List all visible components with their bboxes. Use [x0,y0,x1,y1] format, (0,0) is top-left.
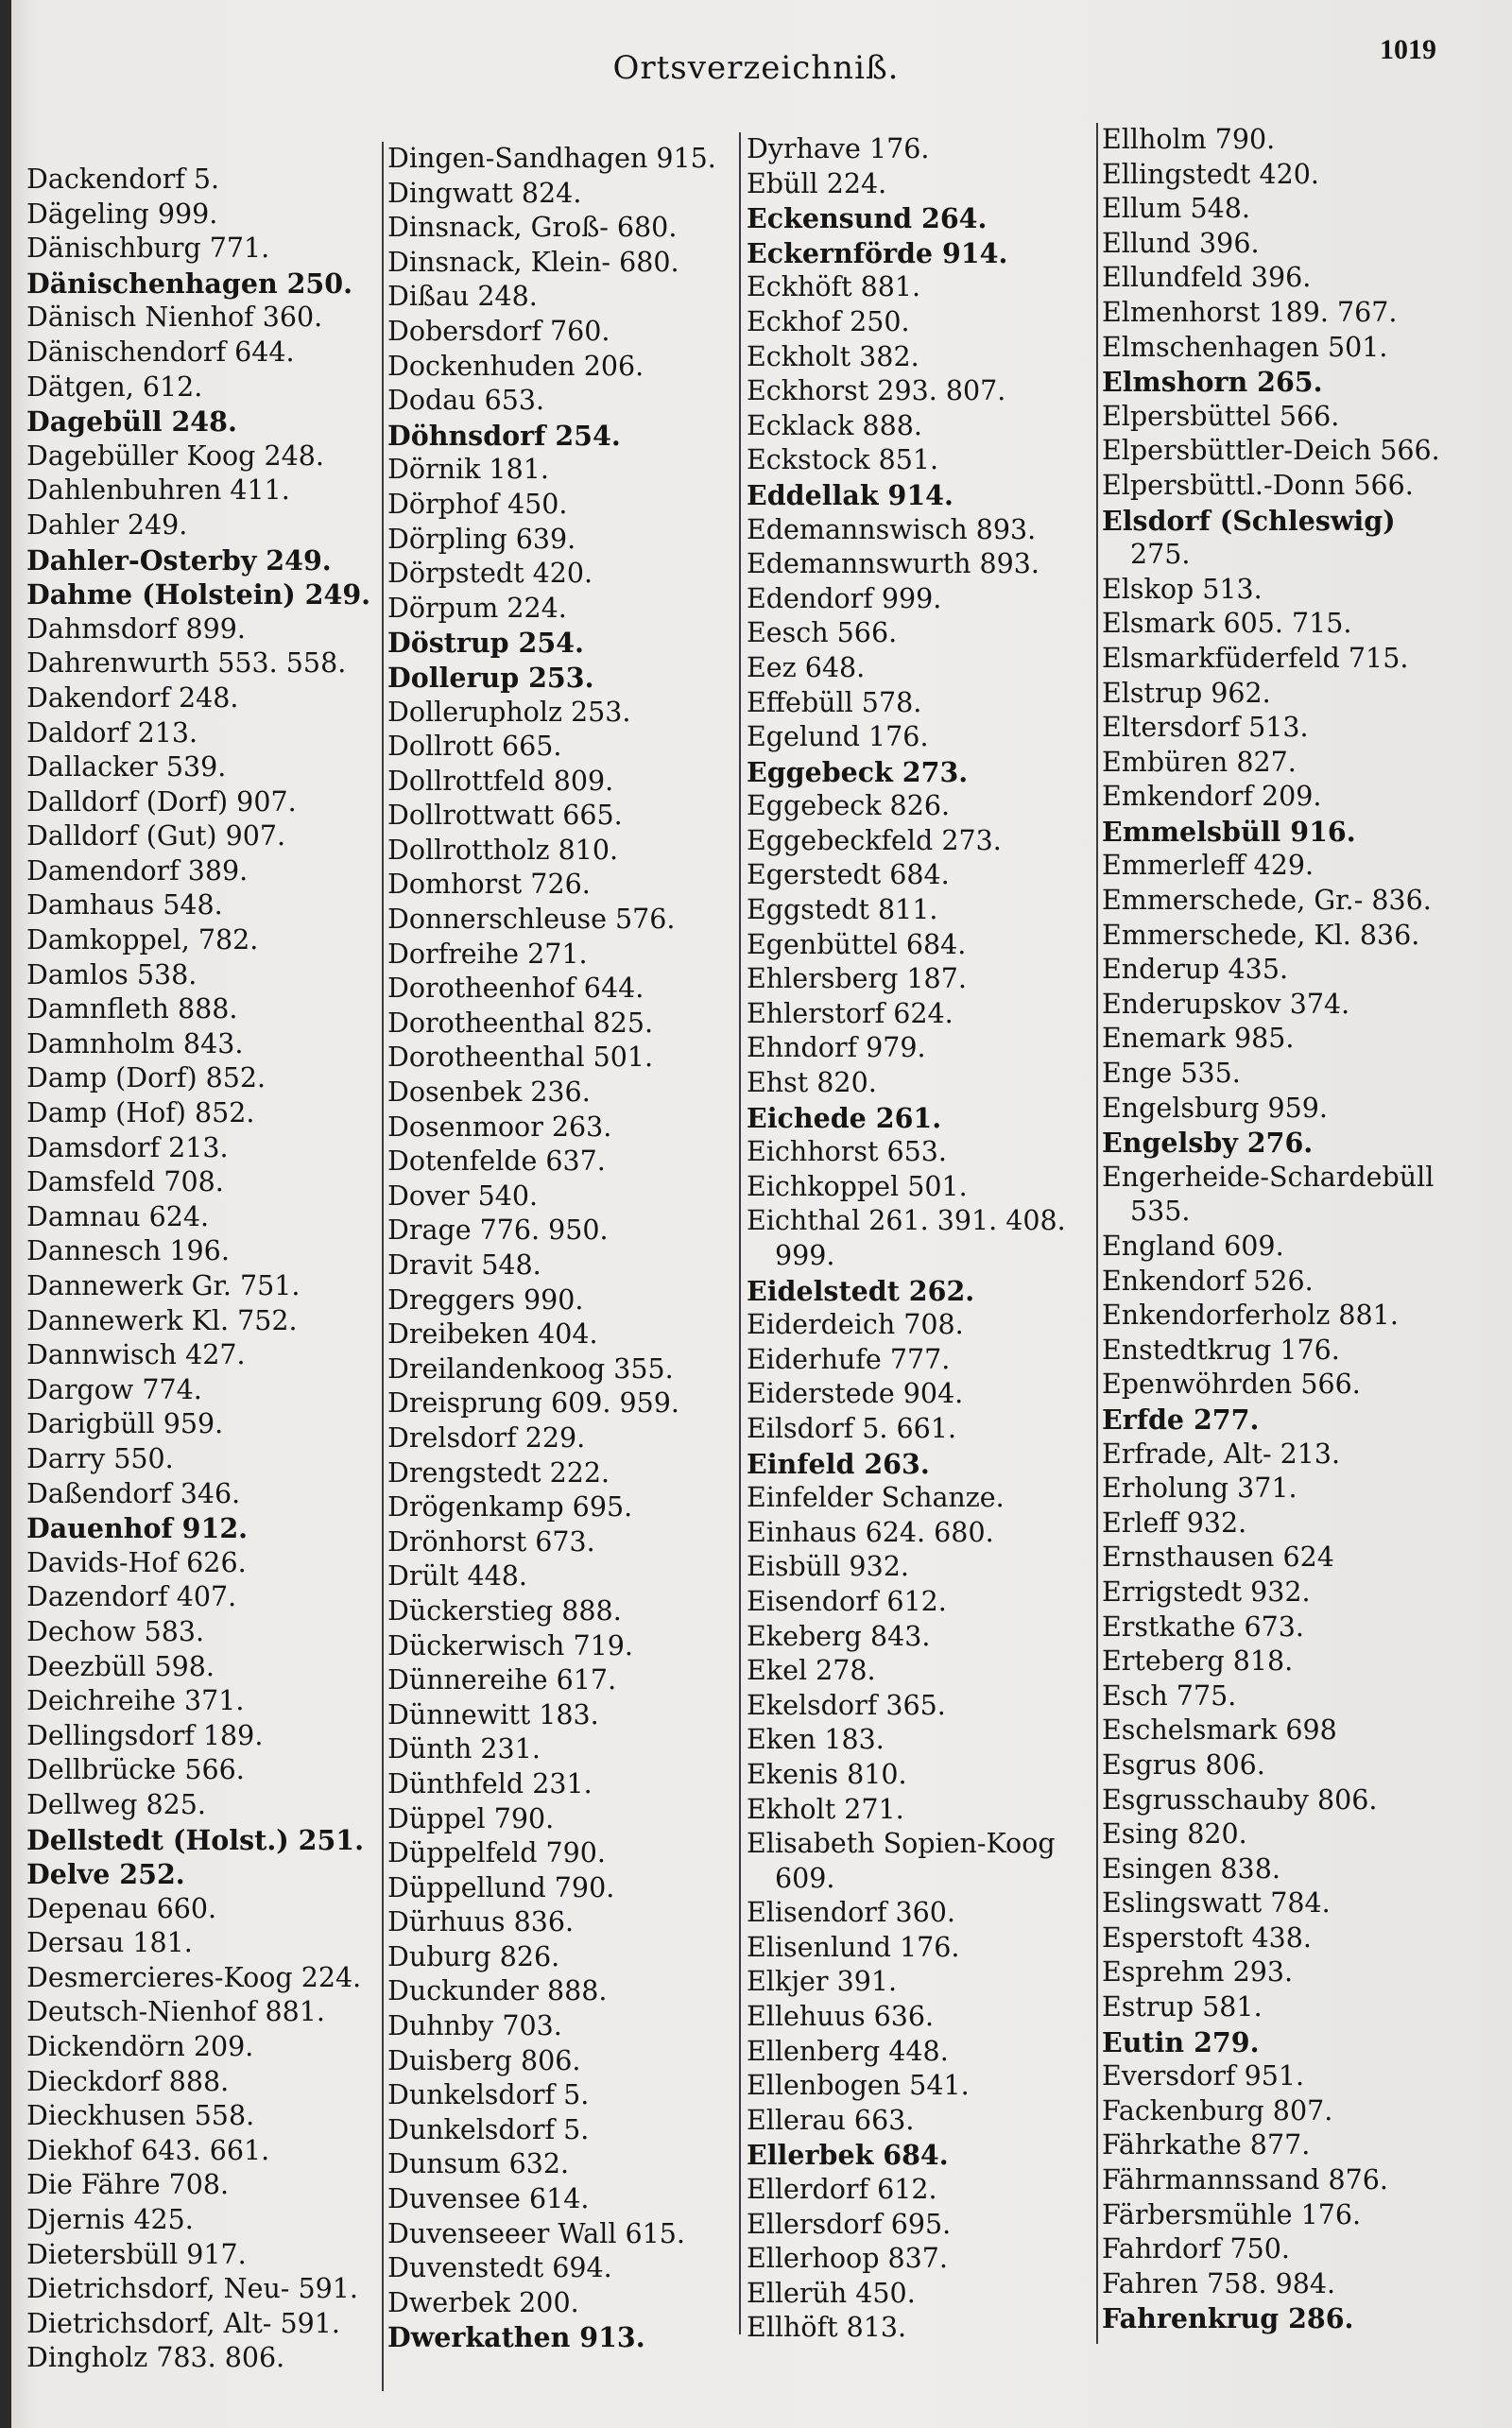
index-entry: Ecklack 888. [747,409,922,441]
index-entry: Dörphof 450. [387,488,568,520]
index-entry: Eken 183. [747,1724,885,1756]
index-entry: Elpersbüttel 566. [1102,400,1340,432]
index-entry: Dagebüll 248. [26,405,237,439]
index-entry: Dürhuus 836. [387,1906,575,1938]
index-entry: Dreggers 990. [387,1283,584,1316]
index-entry: Damsdorf 213. [26,1131,229,1163]
index-entry: Eggebeckfeld 273. [747,824,1002,856]
index-entry: Drelsdorf 229. [387,1421,586,1454]
index-entry: Esch 775. [1102,1679,1237,1712]
index-entry: Duburg 826. [387,1940,560,1972]
index-entry: Eidelstedt 262. [747,1274,975,1307]
index-entry: 275. [1130,539,1191,571]
index-entry: Elstrup 962. [1102,677,1271,709]
index-entry: Düppellund 790. [387,1871,615,1903]
index-entry: Dreibeken 404. [387,1318,598,1351]
index-entry: Eckhorst 293. 807. [747,375,1006,407]
index-entry: Dänischenhagen 250. [26,267,353,300]
index-entry: Elkjer 391. [747,1966,898,1998]
index-entry: Erleff 932. [1102,1507,1247,1539]
index-entry: Drült 448. [387,1560,527,1593]
index-entry: Dosenmoor 263. [387,1111,612,1143]
index-entry: Eschelsmark 698 [1102,1714,1337,1747]
index-entry: Dollerupholz 253. [387,696,631,728]
index-entry: Dahmsdorf 899. [26,612,246,645]
index-entry: Einhaus 624. 680. [747,1516,994,1548]
index-entry: Esingen 838. [1102,1852,1280,1885]
index-entry: Eiderhufe 777. [747,1343,951,1375]
index-entry: Eilsdorf 5. 661. [747,1412,957,1444]
index-entry: Eckhof 250. [747,305,910,337]
index-entry: Ellholm 790. [1102,124,1276,155]
index-entry: Depenau 660. [26,1892,217,1924]
index-entry: Elsmarkfüderfeld 715. [1102,642,1409,674]
index-entry: Dörpum 224. [387,592,567,624]
index-entry: Dannewerk Gr. 751. [26,1270,301,1301]
index-entry: Ehndorf 979. [747,1032,926,1064]
index-entry: Dorotheenthal 825. [387,1007,654,1039]
index-entry: Eversdorf 951. [1102,2060,1305,2092]
index-entry: Daldorf 213. [26,716,198,749]
page-title: Ortsverzeichniß. [612,49,900,87]
index-entry: Erfde 277. [1102,1403,1260,1436]
index-entry: Dannesch 196. [26,1235,230,1267]
index-entry: Fahrdorf 750. [1102,2233,1290,2265]
book-spine-shadow [0,0,11,2428]
index-entry: Eez 648. [747,651,866,683]
index-entry: Ebüll 224. [747,167,887,199]
index-entry: Dellbrücke 566. [26,1754,245,1786]
index-entry: Dänisch Nienhof 360. [26,301,323,334]
index-entry: Dellingsdorf 189. [26,1719,264,1751]
index-entry: Dechow 583. [26,1615,205,1647]
index-column-4 [1102,123,1466,2336]
index-entry: Dahrenwurth 553. 558. [26,647,347,680]
index-entry: Damsfeld 708. [26,1166,224,1198]
index-entry: Fährmannssand 876. [1102,2164,1388,2196]
index-entry: Fährkathe 877. [1102,2129,1311,2161]
index-entry: Enderupskov 374. [1102,988,1350,1020]
index-entry: Dover 540. [387,1180,539,1212]
index-entry: Esperstoft 438. [1102,1921,1312,1954]
index-entry: Dyrhave 176. [747,133,930,164]
index-entry: Dünthfeld 231. [387,1767,593,1799]
index-entry: Dingwatt 824. [387,177,582,209]
index-entry: Dwerbek 200. [387,2286,579,2318]
index-entry: Domhorst 726. [387,869,591,901]
index-entry: Dazendorf 407. [26,1581,237,1613]
index-entry: Ellehuus 636. [747,2001,935,2033]
index-entry: Esgrus 806. [1102,1748,1265,1781]
index-entry: Damkoppel, 782. [26,924,259,956]
index-entry: 535. [1130,1196,1191,1228]
index-entry: Elisenlund 176. [747,1931,960,1963]
index-entry: Edemannswurth 893. [747,548,1040,580]
index-entry: Emmelsbüll 916. [1102,815,1356,848]
index-entry: Estrup 581. [1102,1991,1263,2023]
index-entry: Ellerbek 684. [747,2139,949,2172]
index-entry: Ellersdorf 695. [747,2208,952,2240]
index-entry: Elsdorf (Schleswig) [1102,504,1396,537]
index-entry: Dwerkathen 913. [387,2321,645,2354]
index-entry: Dalldorf (Dorf) 907. [26,785,297,818]
index-entry: Ernsthausen 624 [1102,1541,1334,1574]
index-entry: Ekholt 271. [747,1793,904,1825]
index-entry: Drögenkamp 695. [387,1491,633,1524]
index-entry: Enstedtkrug 176. [1102,1334,1340,1366]
index-entry: Dollrottwatt 665. [387,800,623,832]
index-entry: Ellundfeld 396. [1102,262,1312,294]
index-entry: Enemark 985. [1102,1023,1295,1055]
index-entry: England 609. [1102,1231,1284,1262]
index-entry: Dänischendorf 644. [26,336,295,368]
index-entry: Dollrottfeld 809. [387,765,614,797]
index-entry: Dosenbek 236. [387,1076,591,1109]
index-entry: Eckholt 382. [747,340,919,372]
index-entry: Egelund 176. [747,721,929,753]
index-entry: Drengstedt 222. [387,1456,610,1489]
index-entry: Dieckdorf 888. [26,2065,230,2097]
index-entry: Eisendorf 612. [747,1585,947,1617]
index-entry: Eslingswatt 784. [1102,1887,1331,1920]
index-entry: Dockenhuden 206. [387,350,644,382]
index-entry: Dunkelsdorf 5. [387,2079,590,2111]
index-entry: Düppel 790. [387,1802,555,1834]
index-entry: Dotenfelde 637. [387,1145,606,1178]
index-entry: Erholung 371. [1102,1472,1297,1505]
index-entry: Deichreihe 371. [26,1685,245,1717]
index-entry: Dörpling 639. [387,523,576,555]
index-entry: Davids-Hof 626. [26,1546,247,1578]
index-entry: Deezbüll 598. [26,1650,215,1682]
index-entry: Esing 820. [1102,1818,1247,1851]
index-entry: Egenbüttel 684. [747,928,967,960]
index-entry: Dahlenbuhren 411. [26,474,290,507]
index-entry: Elpersbüttl.-Donn 566. [1102,469,1414,501]
index-entry: Ehlerstorf 624. [747,997,954,1029]
index-entry: Ellerau 663. [747,2104,915,2136]
index-entry: Erfrade, Alt- 213. [1102,1438,1341,1470]
index-entry: Enge 535. [1102,1058,1241,1090]
index-entry: Damp (Hof) 852. [26,1097,255,1129]
index-entry: Dagebüller Koog 248. [26,439,324,472]
index-entry: Duvensee 614. [387,2183,590,2215]
index-entry: Duhnby 703. [387,2010,562,2042]
index-entry: Dodau 653. [387,385,545,417]
index-entry: Färbersmühle 176. [1102,2198,1362,2230]
index-entry: Edendorf 999. [747,582,942,614]
index-entry: Ekeberg 843. [747,1620,931,1652]
index-entry: Esprehm 293. [1102,1956,1294,1989]
index-column-3 [747,132,1110,2346]
index-entry: Dargow 774. [26,1373,202,1405]
index-entry: Damlos 538. [26,958,198,990]
index-entry: Elisendorf 360. [747,1897,955,1929]
index-entry: Dauenhof 912. [26,1512,249,1545]
index-entry: Einfelder Schanze. [747,1482,1005,1514]
index-entry: Diekhof 643. 661. [26,2134,270,2166]
index-entry: Elmschenhagen 501. [1102,331,1388,363]
index-entry: Dünth 231. [387,1733,541,1765]
index-entry: Dörnik 181. [387,454,549,486]
index-entry: Dannwisch 427. [26,1339,246,1371]
index-entry: Damendorf 389. [26,854,249,887]
index-entry: Ellenbogen 541. [747,2070,970,2102]
index-entry: Duvenseeer Wall 615. [387,2217,685,2249]
index-entry: Desmercieres-Koog 224. [26,1961,362,1993]
index-entry: Dorfreihe 271. [387,938,588,970]
page-number: 1019 [1380,34,1436,65]
index-entry: Dinsnack, Groß- 680. [387,212,678,244]
index-entry: Duckunder 888. [387,1975,608,2007]
index-entry: Eltersdorf 513. [1102,712,1309,744]
index-entry: Eckernförde 914. [747,236,1008,269]
index-entry: Dollerup 253. [387,661,594,694]
index-entry: Damnfleth 888. [26,993,238,1025]
index-entry: Emmerleff 429. [1102,850,1314,882]
index-entry: Döstrup 254. [387,627,584,660]
index-entry: Enkendorf 526. [1102,1265,1314,1297]
index-entry: Einfeld 263. [747,1447,930,1480]
index-entry: Eggstedt 811. [747,894,938,926]
index-entry: Dünnereihe 617. [387,1664,617,1696]
index-entry: Errigstedt 932. [1102,1576,1311,1608]
index-entry: Dückerwisch 719. [387,1629,633,1662]
index-entry: Delve 252. [26,1858,185,1891]
index-entry: Ellerhoop 837. [747,2243,948,2275]
index-entry: Dannewerk Kl. 752. [26,1304,298,1336]
index-entry: Eisbüll 932. [747,1551,909,1583]
index-entry: Fahrenkrug 286. [1102,2302,1354,2335]
index-entry: Eggebeck 273. [747,755,969,788]
index-entry: Dravit 548. [387,1249,541,1281]
index-entry: Eiderstede 904. [747,1378,964,1410]
index-entry: Ellund 396. [1102,227,1260,259]
index-column-2 [387,142,751,2355]
index-entry: Dakendorf 248. [26,681,239,714]
index-entry: Erteberg 818. [1102,1645,1294,1678]
index-entry: Dückerstieg 888. [387,1594,622,1627]
index-entry: Die Fähre 708. [26,2169,230,2201]
index-entry: Donnerschleuse 576. [387,904,676,936]
index-entry: Dätgen, 612. [26,370,203,403]
index-entry: Dellweg 825. [26,1788,206,1820]
index-entry: 999. [775,1240,835,1271]
index-entry: Ellingstedt 420. [1102,158,1319,190]
index-entry: Düppelfeld 790. [387,1837,606,1869]
index-entry: Ellerdorf 612. [747,2174,937,2206]
index-entry: Eichhorst 653. [747,1136,947,1168]
index-entry: Esgrusschauby 806. [1102,1783,1378,1816]
index-entry: Dreilandenkoog 355. [387,1352,674,1385]
index-entry: Dobersdorf 760. [387,315,610,347]
index-entry: Dißau 248. [387,281,538,313]
index-entry: Elsmark 605. 715. [1102,608,1352,640]
index-entry: Fahren 758. 984. [1102,2267,1336,2299]
index-entry: Elmenhorst 189. 767. [1102,296,1398,328]
index-entry: Dägeling 999. [26,198,218,230]
index-entry: Dorotheenhof 644. [387,973,644,1005]
index-entry: Drönhorst 673. [387,1525,595,1558]
index-entry: Dahler-Osterby 249. [26,543,332,577]
index-entry: Eichede 261. [747,1101,942,1134]
index-entry: Duisberg 806. [387,2044,581,2076]
index-entry: Engelsby 276. [1102,1127,1314,1160]
index-entry: Edemannswisch 893. [747,513,1037,545]
index-entry: Dietrichsdorf, Neu- 591. [26,2273,358,2305]
index-entry: Dunkelsdorf 5. [387,2113,590,2145]
index-entry: Drage 776. 950. [387,1214,609,1247]
index-entry: Dahler 249. [26,508,188,541]
index-entry: Elskop 513. [1102,573,1263,605]
index-entry: Ehlersberg 187. [747,963,967,995]
index-entry: Dollrott 665. [387,731,562,763]
index-entry: 609. [775,1862,835,1894]
index-entry: Enkendorferholz 881. [1102,1300,1399,1332]
index-entry: Ellerüh 450. [747,2277,916,2309]
index-entry: Ehst 820. [747,1067,877,1099]
index-entry: Emmerschede, Gr.- 836. [1102,885,1432,917]
index-entry: Dorotheenthal 501. [387,1042,654,1074]
index-entry: Dalldorf (Gut) 907. [26,820,286,852]
index-entry: Ellhöft 813. [747,2312,907,2344]
index-entry: Dersau 181. [26,1927,193,1959]
index-entry: Eichkoppel 501. [747,1170,968,1202]
index-entry: Döhnsdorf 254. [387,419,621,452]
index-entry: Damnau 624. [26,1200,210,1232]
index-entry: Darigbüll 959. [26,1408,224,1440]
index-entry: Eutin 279. [1102,2025,1260,2058]
index-entry: Emmerschede, Kl. 836. [1102,919,1420,951]
index-entry: Eiderdeich 708. [747,1309,964,1341]
index-entry: Damnholm 843. [26,1027,244,1059]
index-entry: Dänischburg 771. [26,232,270,265]
index-entry: Eichthal 261. 391. 408. [747,1205,1066,1237]
index-entry: Egerstedt 684. [747,859,950,891]
index-entry: Dollrottholz 810. [387,834,619,866]
index-entry: Elisabeth Sopien-Koog [747,1828,1056,1860]
index-entry: Dingholz 783. 806. [26,2342,285,2374]
index-entry: Dallacker 539. [26,751,227,784]
index-entry: Engelsburg 959. [1102,1092,1328,1124]
index-entry: Ellum 548. [1102,193,1250,225]
index-entry: Dackendorf 5. [26,164,220,195]
index-entry: Dietersbüll 917. [26,2238,247,2270]
index-entry: Embüren 827. [1102,746,1297,778]
index-entry: Eckstock 851. [747,444,939,476]
index-entry: Duvenstedt 694. [387,2252,612,2284]
index-entry: Dahme (Holstein) 249. [26,578,371,611]
index-entry: Dunsum 632. [387,2148,570,2180]
index-entry: Ekel 278. [747,1655,876,1687]
index-entry: Eesch 566. [747,617,898,649]
index-entry: Dünnewitt 183. [387,1698,599,1731]
index-entry: Emkendorf 209. [1102,781,1322,813]
index-entry: Dellstedt (Holst.) 251. [26,1823,365,1856]
index-entry: Engerheide-Schardebüll [1102,1161,1435,1193]
index-entry: Dingen-Sandhagen 915. [387,143,716,174]
index-entry: Elmshorn 265. [1102,366,1323,399]
index-entry: Djernis 425. [26,2204,194,2236]
index-entry: Dreisprung 609. 959. [387,1387,679,1420]
index-entry: Dietrichsdorf, Alt- 591. [26,2307,340,2339]
index-entry: Dörpstedt 420. [387,558,593,590]
index-entry: Eddellak 914. [747,478,954,511]
index-entry: Fackenburg 807. [1102,2094,1333,2127]
index-entry: Darry 550. [26,1442,174,1474]
index-entry: Elpersbüttler-Deich 566. [1102,435,1440,467]
index-entry: Ekenis 810. [747,1758,907,1790]
index-entry: Dieckhusen 558. [26,2100,255,2132]
index-entry: Daßendorf 346. [26,1477,241,1509]
index-entry: Eggebeck 826. [747,790,951,822]
index-entry: Erstkathe 673. [1102,1610,1304,1643]
index-entry: Eckhöft 881. [747,271,921,303]
index-column-1 [26,163,390,2376]
index-entry: Ellenberg 448. [747,2035,949,2067]
index-entry: Effebüll 578. [747,686,922,718]
index-entry: Enderup 435. [1102,954,1289,986]
index-entry: Dickendörn 209. [26,2031,254,2063]
index-entry: Dinsnack, Klein- 680. [387,246,679,278]
index-entry: Damhaus 548. [26,889,223,921]
index-entry: Epenwöhrden 566. [1102,1369,1361,1401]
index-entry: Ekelsdorf 365. [747,1689,946,1721]
index-entry: Deutsch-Nienhof 881. [26,1996,325,2028]
index-entry: Eckensund 264. [747,202,988,235]
index-entry: Damp (Dorf) 852. [26,1062,266,1094]
